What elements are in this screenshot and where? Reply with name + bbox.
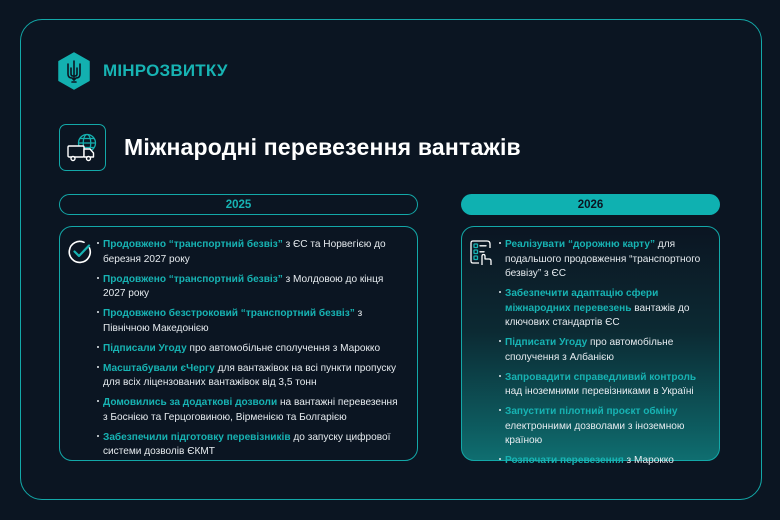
card-2025-achievements — [59, 226, 418, 461]
brand-name: МІНРОЗВИТКУ — [103, 61, 228, 80]
checklist-document-icon — [470, 239, 494, 267]
globe-truck-icon — [66, 133, 100, 163]
list-item: Запустити пілотний проєкт обміну електронними дозволами з іноземною країною — [499, 405, 709, 449]
list-item: Запровадити справедливий контроль над іноземними перевізниками в Україні — [499, 371, 709, 400]
list-item: Забезпечити адаптацію сфери міжнародних перевезень вантажів до ключових стандартів ЄС — [499, 287, 709, 331]
year-tab-2026: 2026 — [461, 194, 720, 215]
trident-hexagon-icon — [57, 52, 91, 90]
page-header — [59, 124, 521, 171]
list-item: Масштабували єЧергу для вантажівок на всі пункти пропуску для всіх ліцензованих вантажівок від 3,5 тонн — [97, 362, 405, 391]
page-title: Міжнародні перевезення вантажів — [124, 134, 521, 160]
plans-list — [499, 238, 709, 474]
card-2026-plans — [461, 226, 720, 466]
checkmark-circle-icon — [67, 239, 93, 265]
list-item: Реалізувати “дорожню карту” для подальшого продовження “транспортного безвізу” з ЄС — [499, 238, 709, 282]
brand — [57, 52, 228, 90]
list-item: Забезпечили підготовку перевізників до запуску цифрової системи дозволів ЄКМТ — [97, 431, 405, 460]
achievements-list — [97, 238, 405, 465]
year-tab-2025: 2025 — [59, 194, 418, 215]
list-item: Підписати Угоду про автомобільне сполучення з Албанією — [499, 336, 709, 365]
list-item: Продовжено “транспортний безвіз” з Молдовою до кінця 2027 року — [97, 273, 405, 302]
title-icon-box — [59, 124, 106, 171]
list-item: Продовжено “транспортний безвіз” з ЄС та Норвегією до березня 2027 року — [97, 238, 405, 267]
list-item: Продовжено безстроковий “транспортний безвіз” з Північною Македонією — [97, 307, 405, 336]
list-item: Розпочати перевезення з Марокко — [499, 454, 709, 469]
list-item: Підписали Угоду про автомобільне сполучення з Марокко — [97, 342, 405, 357]
list-item: Домовились за додаткові дозволи на вантажні перевезення з Боснією та Герцоговиною, Вірменією та Болгарією — [97, 396, 405, 425]
